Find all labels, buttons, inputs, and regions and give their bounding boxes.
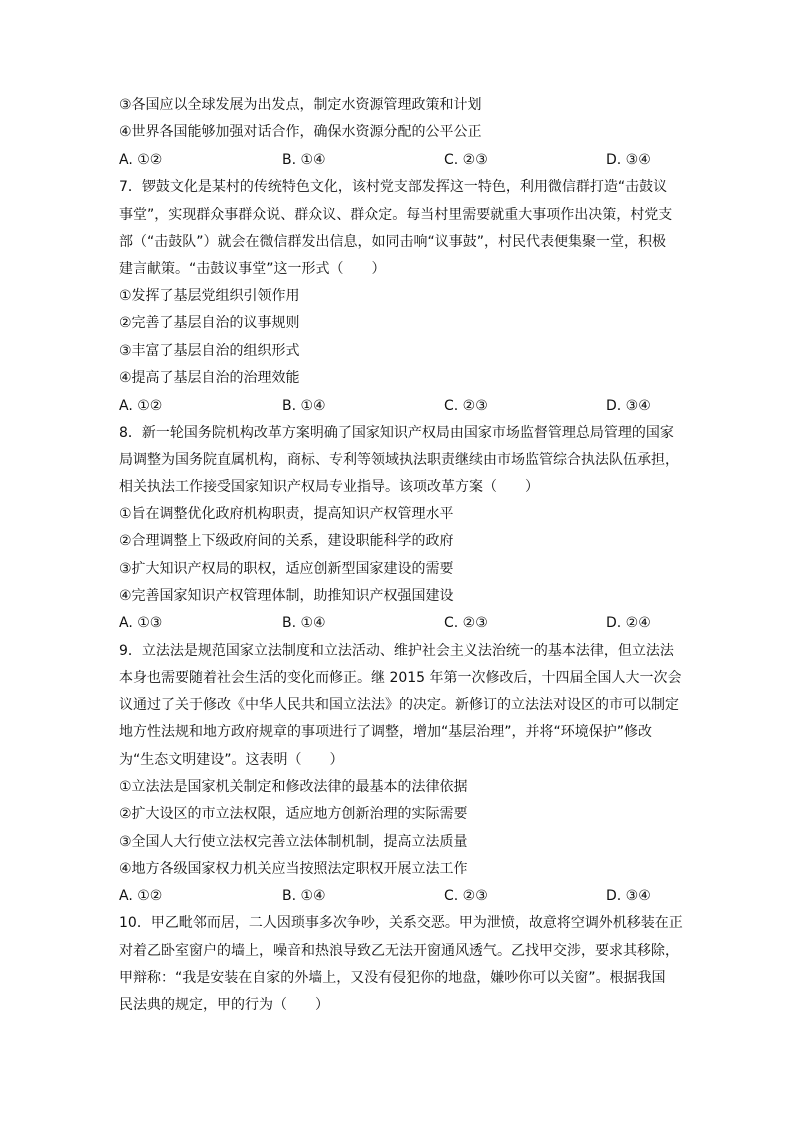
q9-option-a[interactable]: A. ①② [119,888,163,904]
q7-stem-line-1: 7．锣鼓文化是某村的传统特色文化，该村党支部发挥这一特色，利用微信群打造“击鼓议 [119,179,668,195]
q8-options [119,614,679,632]
q7-option-d[interactable]: D. ③④ [606,398,651,414]
q8-option-b[interactable]: B. ①④ [282,615,326,631]
q9-stem-line-1: 9．立法法是规范国家立法制度和立法活动、维护社会主义法治统一的基本法律，但立法法 [119,643,674,659]
q8-item-2: ②合理调整上下级政府间的关系，建设职能科学的政府 [119,533,454,549]
q9-item-2: ②扩大设区的市立法权限，适应地方创新治理的实际需要 [119,806,468,822]
q6-option-c[interactable]: C. ②③ [444,152,488,168]
q8-stem-line-3: 相关执法工作接受国家知识产权局专业指导。该项改革方案（ ） [119,479,539,495]
q8-option-c[interactable]: C. ②③ [444,615,488,631]
q10-stem-line-4: 民法典的规定，甲的行为（ ） [119,997,329,1013]
q8-item-4: ④完善国家知识产权管理体制，助推知识产权强国建设 [119,588,454,604]
q9-item-1: ①立法法是国家机关制定和修改法律的最基本的法律依据 [119,779,468,795]
q6-item-3: ③各国应以全球发展为出发点，制定水资源管理政策和计划 [119,97,482,113]
q8-item-3: ③扩大知识产权局的职权，适应创新型国家建设的需要 [119,561,454,577]
q6-option-b[interactable]: B. ①④ [282,152,326,168]
q10-stem-line-3: 甲辩称：“我是安装在自家的外墙上，又没有侵犯你的地盘，嫌吵你可以关窗”。根据我国 [119,970,666,986]
q8-stem-line-1: 8．新一轮国务院机构改革方案明确了国家知识产权局由国家市场监督管理总局管理的国家 [119,425,674,441]
q8-option-a[interactable]: A. ①③ [119,615,163,631]
q7-stem-line-3: 部（“击鼓队”）就会在微信群发出信息，如同击响“议事鼓”，村民代表便集聚一堂，积极 [119,234,667,250]
q6-item-4: ④世界各国能够加强对话合作，确保水资源分配的公平公正 [119,124,482,140]
q7-item-4: ④提高了基层自治的治理效能 [119,370,300,386]
q9-item-4: ④地方各级国家权力机关应当按照法定职权开展立法工作 [119,861,468,877]
q9-stem-line-4: 地方性法规和地方政府规章的事项进行了调整，增加“基层治理”，并将“环境保护”修改 [119,724,653,740]
q9-option-c[interactable]: C. ②③ [444,888,488,904]
q9-stem-line-5: 为“生态文明建设”。这表明（ ） [119,752,344,768]
q7-item-3: ③丰富了基层自治的组织形式 [119,343,300,359]
q7-options [119,397,679,415]
q9-stem-line-3: 议通过了关于修改《中华人民共和国立法法》的决定。新修订的立法法对设区的市可以制定 [119,697,679,713]
q9-stem-line-2: 本身也需要随着社会生活的变化而修正。继 2015 年第一次修改后，十四届全国人大一次会 [119,670,682,686]
q7-option-a[interactable]: A. ①② [119,398,163,414]
q10-stem-line-1: 10．甲乙毗邻而居，二人因琐事多次争吵，关系交恶。甲为泄愤，故意将空调外机移装在正 [119,915,683,931]
q7-option-b[interactable]: B. ①④ [282,398,326,414]
q7-stem-line-2: 事堂”，实现群众事群众说、群众议、群众定。每当村里需要就重大事项作出决策，村党支 [119,207,673,223]
q7-option-c[interactable]: C. ②③ [444,398,488,414]
q7-item-1: ①发挥了基层党组织引领作用 [119,288,300,304]
q10-stem-line-2: 对着乙卧室窗户的墙上，噪音和热浪导致乙无法开窗通风透气。乙找甲交涉，要求其移除， [119,943,679,959]
q8-option-d[interactable]: D. ②④ [606,615,651,631]
q6-options [119,151,679,169]
q6-option-a[interactable]: A. ①② [119,152,163,168]
q8-stem-line-2: 局调整为国务院直属机构，商标、专利等领域执法职责继续由市场监管综合执法队伍承担， [119,452,679,468]
q9-option-b[interactable]: B. ①④ [282,888,326,904]
q7-stem-line-4: 建言献策。“击鼓议事堂”这一形式（ ） [119,261,386,277]
q9-option-d[interactable]: D. ③④ [606,888,651,904]
q6-option-d[interactable]: D. ③④ [606,152,651,168]
q8-item-1: ①旨在调整优化政府机构职责，提高知识产权管理水平 [119,506,454,522]
q9-options [119,887,679,905]
q7-item-2: ②完善了基层自治的议事规则 [119,315,300,331]
q9-item-3: ③全国人大行使立法权完善立法体制机制，提高立法质量 [119,834,468,850]
